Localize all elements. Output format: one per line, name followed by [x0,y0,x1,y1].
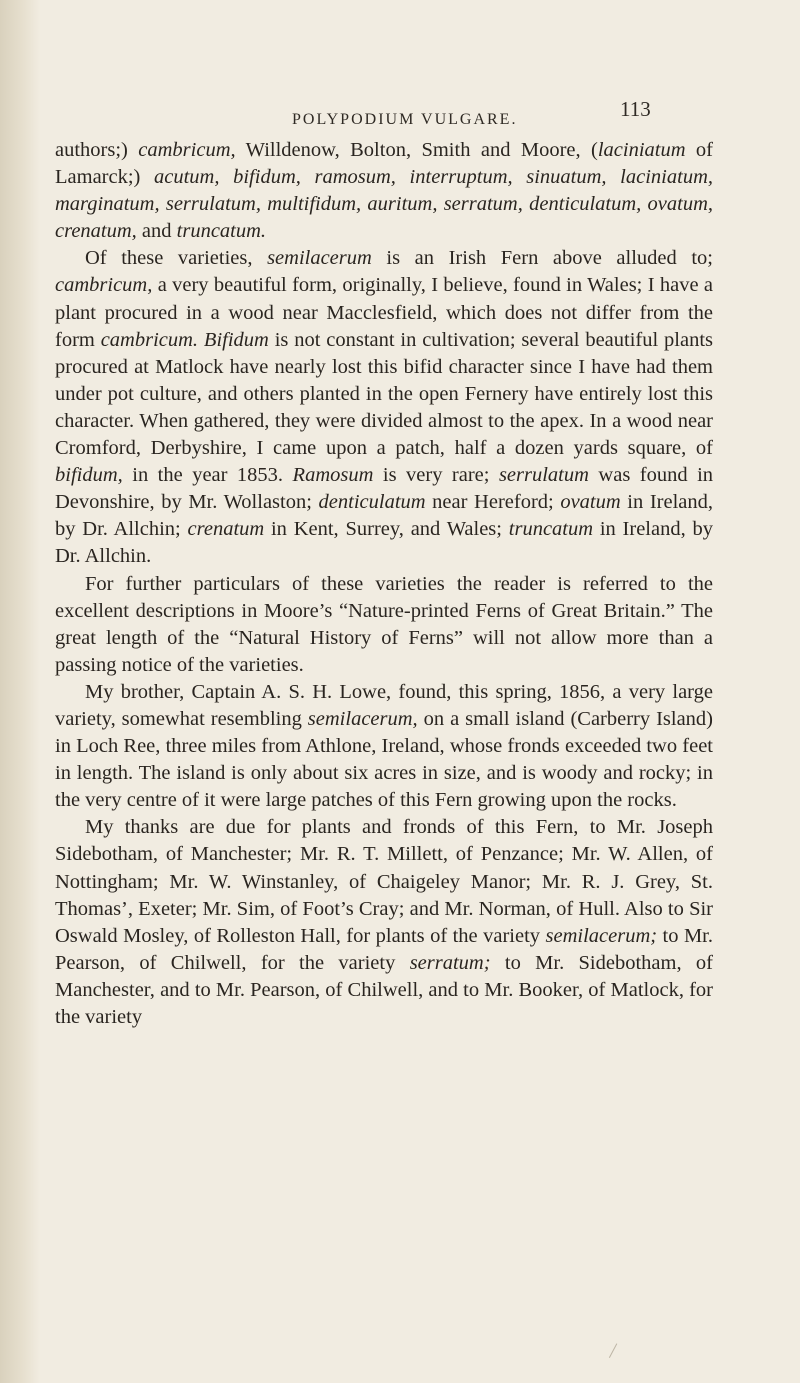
paragraph [55,679,713,814]
text-run: is not constant in cultivation; several beautiful plants procured at Matlock have nearly lost this bifid character since I have had them under pot culture, and others planted in the open Fernery have entirely lost this character. When gathered, they were divided almost to the apex. In a wood near Cromford, Derbyshire, I came upon a patch, half a dozen yards square, of [55,328,713,460]
page-number: 113 [620,97,651,121]
text-run: of Lamarck;) [55,139,714,189]
italic-run: laciniatum [597,139,686,161]
binding-shadow [0,0,40,1383]
running-head [0,97,800,127]
italic-run: cambricum. [100,328,199,351]
body-text [55,137,713,1031]
ink-mark [609,1343,626,1362]
text-run: Willdenow, Bolton, Smith and Moore, ( [235,139,598,161]
paragraph [55,814,713,1031]
italic-run: crenatum [187,518,265,541]
italic-run: semilacerum, [307,707,418,730]
italic-run: truncatum. [176,220,267,243]
text-run: in Ireland, by Dr. Allchin. [55,518,714,568]
italic-run: ovatum [560,491,621,514]
text-run: on a small island (Carberry Island) in Loch Ree, three miles from Athlone, Ireland, whose fronds exceeded two feet in length. The island is only about six acres in size, and is woody and rocky; in the very centre of it were large patches of this Fern growing upon the rocks. [55,707,713,812]
text-run: My thanks are due for plants and fronds of this Fern, to Mr. Joseph Sidebotham, of Manchester; Mr. R. T. Millett, of Penzance; Mr. W. Allen, of Nottingham; Mr. W. Winstanley, of Chaigeley Manor; Mr. R. J. Grey, St. Thomas’, Exeter; Mr. Sim, of Foot’s Cray; and Mr. Norman, of Hull. Also to Sir Oswald Mosley, of Rolleston Hall, for plants of the variety [55,816,713,947]
text-run: For further particulars of these varieties the reader is referred to the excellent descriptions in Moore’s “Nature-printed Ferns of Great Britain.” The great length of the “Natural History of Ferns” will not allow more than a passing notice of the varieties. [55,572,713,676]
text-run: a very beautiful form, originally, I believe, found in Wales; I have a plant procured in a wood near Macclesfield, which does not differ from the form [55,274,713,351]
text-run: is very rare; [373,464,499,487]
italic-run: serrulatum [498,464,589,487]
text-run: near Hereford; [425,491,561,514]
paragraph [55,137,713,245]
italic-run: Bifidum [203,328,269,351]
text-run: was found in Devonshire, by Mr. Wollaston; [55,464,714,514]
italic-run: semilacerum; [545,924,658,947]
paragraph [55,245,713,570]
italic-run: denticulatum [318,491,426,514]
italic-run: Ramosum [292,464,374,487]
italic-run: cambricum, [55,274,153,297]
running-title: POLYPODIUM VULGARE. [292,111,518,128]
text-run: authors;) [55,139,139,161]
italic-run: serratum; [409,951,491,974]
italic-run: cambricum, [138,139,236,161]
text-run: in the year 1853. [122,464,293,487]
text-run: to Mr. Pearson, of Chilwell, for the variety [55,924,714,974]
text-run: and [136,220,177,243]
italic-run: acutum, bifidum, ramosum, interruptum, sinuatum, laciniatum, marginatum, serrulatum, multifidum, auritum, serratum, denticulatum, ovatum, crenatum, [55,166,713,243]
text-run: Of these varieties, [85,247,268,270]
text-run: is an Irish Fern above alluded to; [371,247,713,270]
text-run: in Ireland, by Dr. Allchin; [55,491,714,541]
italic-run: truncatum [508,518,594,541]
italic-run: semilacerum [267,247,372,270]
text-run: to Mr. Sidebotham, of Manchester, and to Mr. Pearson, of Chilwell, and to Mr. Booker, of Matlock, for the variety [55,951,713,1028]
italic-run: bifidum, [55,464,123,487]
text-run: My brother, Captain A. S. H. Lowe, found, this spring, 1856, a very large variety, somewhat resembling [55,680,713,730]
paragraph [55,571,713,679]
text-run: in Kent, Surrey, and Wales; [264,518,509,541]
